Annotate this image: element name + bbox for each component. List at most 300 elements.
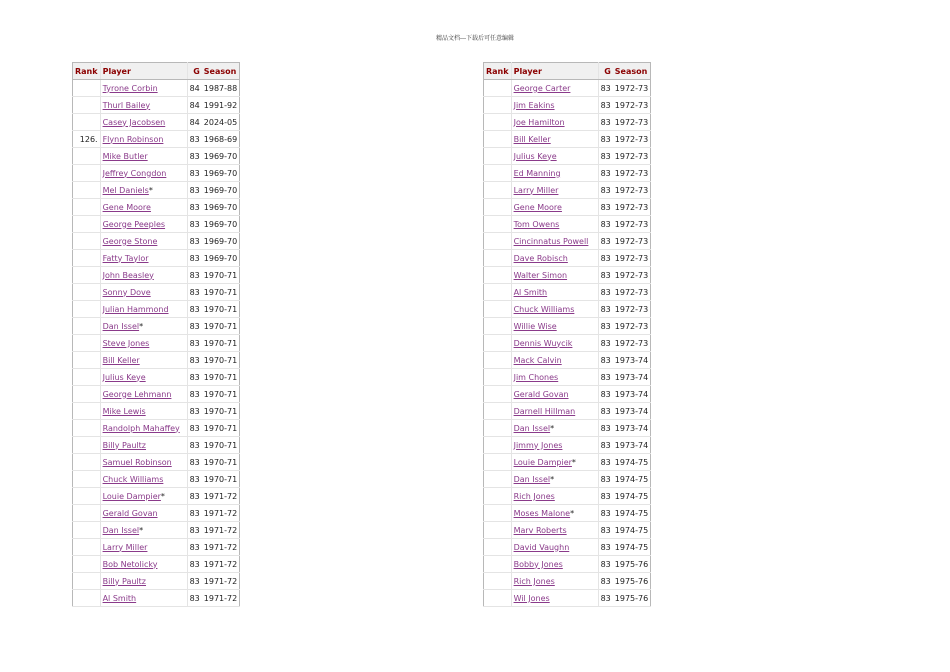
- player-cell: [100, 114, 187, 131]
- season-cell: 1975-76: [613, 590, 651, 607]
- season-cell: 1970-71: [202, 386, 240, 403]
- hall-of-fame-marker: *: [139, 321, 144, 331]
- games-cell: 83: [598, 335, 613, 352]
- games-cell: 83: [187, 301, 202, 318]
- player-link[interactable]: Marv Roberts: [513, 525, 567, 535]
- rank-cell: [73, 267, 101, 284]
- player-link[interactable]: Thurl Bailey: [102, 100, 151, 110]
- games-column-header[interactable]: G: [187, 63, 202, 80]
- player-link[interactable]: Jim Chones: [513, 372, 559, 382]
- season-cell: 1974-75: [613, 471, 651, 488]
- season-column-header[interactable]: Season: [202, 63, 240, 80]
- player-cell: [100, 284, 187, 301]
- games-cell: 83: [598, 165, 613, 182]
- rank-cell: [73, 522, 101, 539]
- player-link[interactable]: David Vaughn: [513, 542, 570, 552]
- player-link[interactable]: Dan Issel: [513, 423, 551, 433]
- rank-cell: [73, 182, 101, 199]
- player-link[interactable]: Samuel Robinson: [102, 457, 172, 467]
- season-cell: 1968-69: [202, 131, 240, 148]
- table-row: [73, 165, 240, 182]
- games-cell: 83: [598, 539, 613, 556]
- games-cell: 83: [598, 505, 613, 522]
- season-cell: 1970-71: [202, 335, 240, 352]
- rank-cell: [484, 488, 512, 505]
- games-cell: 84: [187, 97, 202, 114]
- season-cell: 1970-71: [202, 454, 240, 471]
- games-cell: 83: [187, 182, 202, 199]
- table-row: [73, 522, 240, 539]
- table-row: [484, 335, 651, 352]
- rank-cell: [484, 267, 512, 284]
- season-cell: 1972-73: [613, 318, 651, 335]
- season-cell: 1970-71: [202, 403, 240, 420]
- season-cell: 1972-73: [613, 301, 651, 318]
- table-row: [73, 573, 240, 590]
- table-row: [73, 267, 240, 284]
- player-link[interactable]: Dave Robisch: [513, 253, 568, 263]
- games-cell: 83: [598, 488, 613, 505]
- games-cell: 83: [187, 318, 202, 335]
- rank-cell: [73, 403, 101, 420]
- rank-cell: [484, 250, 512, 267]
- player-link[interactable]: Tom Owens: [513, 219, 560, 229]
- rank-cell: [73, 488, 101, 505]
- table-row: [73, 437, 240, 454]
- season-cell: 1972-73: [613, 199, 651, 216]
- rank-cell: [73, 352, 101, 369]
- player-cell: [100, 352, 187, 369]
- player-link[interactable]: Gerald Govan: [102, 508, 158, 518]
- player-link[interactable]: Casey Jacobsen: [102, 117, 166, 127]
- table-row: [484, 131, 651, 148]
- player-link[interactable]: Julius Keye: [513, 151, 557, 161]
- table-row: [484, 199, 651, 216]
- rank-cell: [484, 80, 512, 97]
- rank-cell: [484, 522, 512, 539]
- games-cell: 83: [598, 233, 613, 250]
- player-cell: [100, 318, 187, 335]
- games-cell: 83: [598, 318, 613, 335]
- rank-cell: [484, 216, 512, 233]
- season-cell: 1970-71: [202, 301, 240, 318]
- rank-cell: [484, 590, 512, 607]
- player-link[interactable]: George Peeples: [102, 219, 166, 229]
- season-cell: 1973-74: [613, 386, 651, 403]
- player-cell: [511, 454, 598, 471]
- rank-cell: [73, 199, 101, 216]
- rank-cell: [484, 573, 512, 590]
- table-body: [73, 80, 240, 607]
- season-cell: 1972-73: [613, 250, 651, 267]
- player-link[interactable]: Flynn Robinson: [102, 134, 164, 144]
- games-column-header[interactable]: G: [598, 63, 613, 80]
- games-cell: 83: [187, 454, 202, 471]
- player-link[interactable]: Moses Malone: [513, 508, 571, 518]
- games-cell: 83: [187, 267, 202, 284]
- season-cell: 1971-72: [202, 522, 240, 539]
- player-link[interactable]: Rich Jones: [513, 576, 555, 586]
- season-cell: 1991-92: [202, 97, 240, 114]
- player-link[interactable]: Mel Daniels: [102, 185, 149, 195]
- season-cell: 1973-74: [613, 352, 651, 369]
- season-cell: 1970-71: [202, 318, 240, 335]
- rank-cell: [73, 386, 101, 403]
- player-cell: [511, 437, 598, 454]
- player-cell: [511, 301, 598, 318]
- rank-cell: [484, 97, 512, 114]
- table-row: [484, 97, 651, 114]
- table-row: [73, 335, 240, 352]
- games-cell: 83: [187, 233, 202, 250]
- games-cell: 83: [598, 114, 613, 131]
- player-link[interactable]: Sonny Dove: [102, 287, 151, 297]
- season-cell: 1972-73: [613, 233, 651, 250]
- season-cell: 1973-74: [613, 403, 651, 420]
- table-row: [484, 369, 651, 386]
- table-row: [73, 318, 240, 335]
- player-link[interactable]: Mike Lewis: [102, 406, 146, 416]
- player-link[interactable]: Julius Keye: [102, 372, 146, 382]
- season-cell: 1970-71: [202, 352, 240, 369]
- rank-cell: [73, 233, 101, 250]
- player-cell: [511, 114, 598, 131]
- rank-cell: [73, 539, 101, 556]
- season-cell: 1971-72: [202, 556, 240, 573]
- games-cell: 83: [187, 590, 202, 607]
- player-link[interactable]: Billy Paultz: [102, 576, 147, 586]
- rank-cell: [484, 114, 512, 131]
- player-cell: [511, 420, 598, 437]
- player-cell: [100, 386, 187, 403]
- games-cell: 83: [187, 488, 202, 505]
- games-cell: 83: [187, 556, 202, 573]
- season-cell: 1972-73: [613, 182, 651, 199]
- games-cell: 83: [598, 250, 613, 267]
- season-cell: 1974-75: [613, 539, 651, 556]
- table-row: [73, 97, 240, 114]
- rank-cell: 126.: [73, 131, 101, 148]
- table-row: [484, 488, 651, 505]
- player-link[interactable]: Dennis Wuycik: [513, 338, 573, 348]
- games-cell: 83: [598, 420, 613, 437]
- season-cell: 1972-73: [613, 131, 651, 148]
- rank-cell: [73, 148, 101, 165]
- player-link[interactable]: Willie Wise: [513, 321, 557, 331]
- rank-cell: [484, 199, 512, 216]
- player-link[interactable]: Fatty Taylor: [102, 253, 149, 263]
- games-cell: 83: [187, 539, 202, 556]
- player-cell: [511, 182, 598, 199]
- table-row: [484, 148, 651, 165]
- games-cell: 83: [598, 437, 613, 454]
- table-row: [484, 386, 651, 403]
- table-body: [484, 80, 651, 607]
- games-cell: 83: [187, 369, 202, 386]
- table-row: [73, 590, 240, 607]
- rank-cell: [73, 556, 101, 573]
- table-row: [73, 182, 240, 199]
- player-cell: [100, 97, 187, 114]
- player-link[interactable]: Wil Jones: [513, 593, 550, 603]
- games-table-right: [483, 62, 651, 607]
- player-link[interactable]: Dan Issel: [102, 321, 140, 331]
- season-cell: 2024-05: [202, 114, 240, 131]
- rank-cell: [73, 114, 101, 131]
- player-link[interactable]: Jim Eakins: [513, 100, 555, 110]
- player-column-header[interactable]: Player: [100, 63, 187, 80]
- table-row: [73, 131, 240, 148]
- season-cell: 1969-70: [202, 250, 240, 267]
- player-cell: [100, 148, 187, 165]
- page-header: 精品文档---下载后可任意编辑: [435, 35, 515, 42]
- player-link[interactable]: Chuck Williams: [513, 304, 575, 314]
- player-cell: [100, 199, 187, 216]
- table-row: [484, 556, 651, 573]
- season-cell: 1969-70: [202, 233, 240, 250]
- games-cell: 83: [187, 471, 202, 488]
- games-cell: 83: [598, 403, 613, 420]
- player-link[interactable]: Bill Keller: [513, 134, 551, 144]
- rank-cell: [484, 505, 512, 522]
- games-cell: 83: [187, 522, 202, 539]
- table-row: [484, 471, 651, 488]
- player-cell: [511, 233, 598, 250]
- player-link[interactable]: Gene Moore: [102, 202, 151, 212]
- season-cell: 1971-72: [202, 539, 240, 556]
- rank-cell: [484, 318, 512, 335]
- season-cell: 1972-73: [613, 267, 651, 284]
- table-row: [484, 522, 651, 539]
- table-row: [73, 403, 240, 420]
- table-row: [484, 114, 651, 131]
- season-column-header[interactable]: Season: [613, 63, 651, 80]
- games-cell: 83: [598, 284, 613, 301]
- player-link[interactable]: Steve Jones: [102, 338, 150, 348]
- hall-of-fame-marker: *: [160, 491, 165, 501]
- season-cell: 1974-75: [613, 505, 651, 522]
- season-cell: 1972-73: [613, 148, 651, 165]
- season-cell: 1970-71: [202, 284, 240, 301]
- player-cell: [511, 335, 598, 352]
- table-row: [73, 114, 240, 131]
- table-row: [73, 352, 240, 369]
- player-link[interactable]: Chuck Williams: [102, 474, 164, 484]
- player-link[interactable]: Bill Keller: [102, 355, 140, 365]
- season-cell: 1974-75: [613, 488, 651, 505]
- table-row: [484, 233, 651, 250]
- table-row: [73, 216, 240, 233]
- rank-cell: [73, 590, 101, 607]
- player-link[interactable]: Tyrone Corbin: [102, 83, 158, 93]
- player-cell: [100, 539, 187, 556]
- player-link[interactable]: Larry Miller: [513, 185, 559, 195]
- table-row: [73, 233, 240, 250]
- rank-cell: [73, 284, 101, 301]
- games-cell: 83: [598, 267, 613, 284]
- player-cell: [100, 233, 187, 250]
- rank-cell: [73, 454, 101, 471]
- rank-column-header[interactable]: Rank: [73, 63, 101, 80]
- table-row: [73, 556, 240, 573]
- player-link[interactable]: Mike Butler: [102, 151, 148, 161]
- rank-cell: [484, 369, 512, 386]
- games-cell: 83: [187, 420, 202, 437]
- rank-cell: [73, 97, 101, 114]
- season-cell: 1971-72: [202, 573, 240, 590]
- player-link[interactable]: Randolph Mahaffey: [102, 423, 180, 433]
- player-cell: [100, 216, 187, 233]
- season-cell: 1970-71: [202, 471, 240, 488]
- table-row: [484, 403, 651, 420]
- games-cell: 83: [598, 216, 613, 233]
- table-row: [73, 250, 240, 267]
- hall-of-fame-marker: *: [570, 508, 575, 518]
- rank-cell: [484, 233, 512, 250]
- games-cell: 83: [187, 148, 202, 165]
- season-cell: 1987-88: [202, 80, 240, 97]
- rank-cell: [484, 165, 512, 182]
- player-link[interactable]: Darnell Hillman: [513, 406, 576, 416]
- rank-column-header[interactable]: Rank: [484, 63, 512, 80]
- table-row: [484, 590, 651, 607]
- rank-cell: [73, 369, 101, 386]
- table-row: [73, 369, 240, 386]
- player-link[interactable]: Dan Issel: [513, 474, 551, 484]
- player-link[interactable]: Jimmy Jones: [513, 440, 563, 450]
- player-cell: [100, 420, 187, 437]
- player-link[interactable]: Rich Jones: [513, 491, 555, 501]
- season-cell: 1974-75: [613, 522, 651, 539]
- player-link[interactable]: Bob Netolicky: [102, 559, 158, 569]
- games-cell: 83: [598, 471, 613, 488]
- rank-cell: [73, 301, 101, 318]
- games-cell: 83: [598, 522, 613, 539]
- player-cell: [100, 573, 187, 590]
- rank-cell: [73, 250, 101, 267]
- player-cell: [511, 318, 598, 335]
- player-link[interactable]: Walter Simon: [513, 270, 568, 280]
- season-cell: 1970-71: [202, 420, 240, 437]
- season-cell: 1973-74: [613, 420, 651, 437]
- rank-cell: [484, 335, 512, 352]
- season-cell: 1969-70: [202, 199, 240, 216]
- games-cell: 83: [598, 369, 613, 386]
- games-cell: 83: [598, 80, 613, 97]
- table-header-row: [73, 63, 240, 80]
- table-row: [73, 80, 240, 97]
- player-link[interactable]: Al Smith: [102, 593, 137, 603]
- player-cell: [100, 590, 187, 607]
- rank-cell: [484, 454, 512, 471]
- table-row: [484, 301, 651, 318]
- season-cell: 1971-72: [202, 590, 240, 607]
- hall-of-fame-marker: *: [139, 525, 144, 535]
- player-cell: [511, 352, 598, 369]
- player-link[interactable]: Joe Hamilton: [513, 117, 565, 127]
- season-cell: 1970-71: [202, 369, 240, 386]
- table-row: [484, 437, 651, 454]
- table-header-row: [484, 63, 651, 80]
- player-link[interactable]: Mack Calvin: [513, 355, 562, 365]
- table-row: [484, 505, 651, 522]
- rank-cell: [484, 284, 512, 301]
- player-link[interactable]: Gene Moore: [513, 202, 562, 212]
- player-link[interactable]: Jeffrey Congdon: [102, 168, 167, 178]
- player-cell: [511, 284, 598, 301]
- games-cell: 83: [598, 182, 613, 199]
- rank-cell: [73, 165, 101, 182]
- player-link[interactable]: Gerald Govan: [513, 389, 569, 399]
- table-row: [73, 471, 240, 488]
- table-row: [73, 148, 240, 165]
- player-link[interactable]: Al Smith: [513, 287, 548, 297]
- player-column-header[interactable]: Player: [511, 63, 598, 80]
- games-cell: 83: [187, 573, 202, 590]
- rank-cell: [73, 335, 101, 352]
- season-cell: 1972-73: [613, 335, 651, 352]
- hall-of-fame-marker: *: [550, 423, 555, 433]
- rank-cell: [484, 148, 512, 165]
- hall-of-fame-marker: *: [148, 185, 153, 195]
- player-link[interactable]: George Carter: [513, 83, 571, 93]
- player-cell: [100, 165, 187, 182]
- rank-cell: [484, 471, 512, 488]
- rank-cell: [73, 216, 101, 233]
- player-cell: [511, 369, 598, 386]
- player-link[interactable]: Julian Hammond: [102, 304, 169, 314]
- player-cell: [511, 148, 598, 165]
- table-row: [484, 454, 651, 471]
- player-link[interactable]: Louie Dampier: [513, 457, 572, 467]
- table-row: [73, 386, 240, 403]
- hall-of-fame-marker: *: [550, 474, 555, 484]
- player-cell: [511, 267, 598, 284]
- player-cell: [511, 573, 598, 590]
- player-link[interactable]: Bobby Jones: [513, 559, 563, 569]
- player-link[interactable]: Cincinnatus Powell: [513, 236, 589, 246]
- player-link[interactable]: George Lehmann: [102, 389, 172, 399]
- table-row: [484, 573, 651, 590]
- player-link[interactable]: Ed Manning: [513, 168, 561, 178]
- player-link[interactable]: John Beasley: [102, 270, 154, 280]
- player-cell: [511, 505, 598, 522]
- table-row: [73, 420, 240, 437]
- player-link[interactable]: Louie Dampier: [102, 491, 161, 501]
- season-cell: 1972-73: [613, 216, 651, 233]
- season-cell: 1972-73: [613, 114, 651, 131]
- player-link[interactable]: Dan Issel: [102, 525, 140, 535]
- season-cell: 1970-71: [202, 437, 240, 454]
- rank-cell: [484, 420, 512, 437]
- games-cell: 83: [598, 386, 613, 403]
- table-row: [73, 539, 240, 556]
- player-link[interactable]: George Stone: [102, 236, 158, 246]
- games-cell: 83: [187, 250, 202, 267]
- player-link[interactable]: Larry Miller: [102, 542, 148, 552]
- table-row: [484, 250, 651, 267]
- rank-cell: [73, 318, 101, 335]
- games-cell: 83: [598, 148, 613, 165]
- player-link[interactable]: Billy Paultz: [102, 440, 147, 450]
- season-cell: 1975-76: [613, 573, 651, 590]
- rank-cell: [484, 386, 512, 403]
- player-cell: [100, 80, 187, 97]
- season-cell: 1970-71: [202, 267, 240, 284]
- season-cell: 1972-73: [613, 80, 651, 97]
- games-cell: 83: [187, 403, 202, 420]
- rank-cell: [484, 437, 512, 454]
